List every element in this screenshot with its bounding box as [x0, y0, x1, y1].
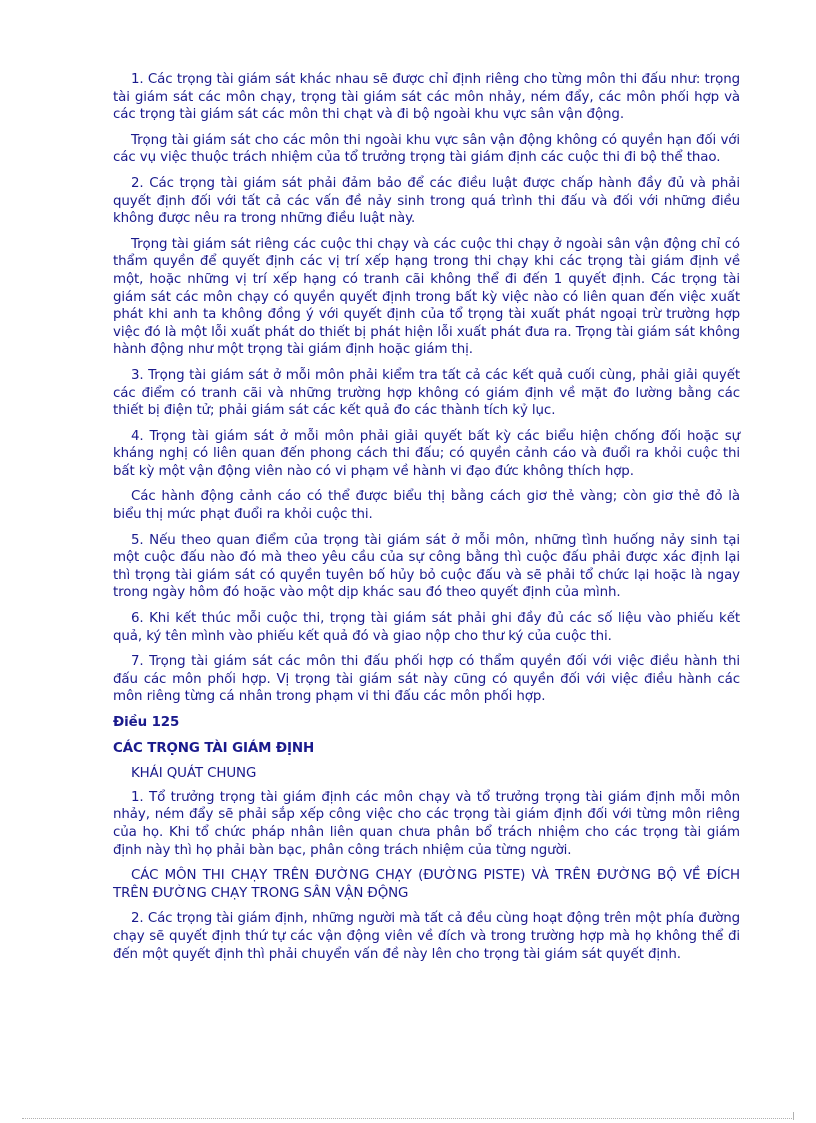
- article-number: Điều 125: [113, 715, 180, 730]
- paragraph-2-note: Trọng tài giám sát riêng các cuộc thi chạy và các cuộc thi chạy ở ngoài sân vận động chỉ có thẩm quyền để quyết định các vị trí xếp hạng trong thi chạy khi các trọng tài giám định về một, hoặc những vị trí xếp hạng có tranh cãi không thể đi đến 1 quyết định. Các trọng tài giám sát các môn chạy có quyền quyết định trong bất kỳ việc nào có liên quan đến việc xuất phát khi anh ta không đồng ý với quyết định của tổ trọng tài xuất phát ngoại trừ trường hợp việc đó là một lỗi xuất phát do thiết bị phát hiện lỗi xuất phát đưa ra. Trọng tài giám sát không hành động như một trọng tài giám định hoặc giám thị.: [113, 236, 740, 358]
- paragraph-6: 6. Khi kết thúc mỗi cuộc thi, trọng tài giám sát phải ghi đầy đủ các số liệu vào phiếu kết quả, ký tên mình vào phiếu kết quả đó và giao nộp cho thư ký của cuộc thi.: [113, 611, 740, 644]
- section-heading-general: KHÁI QUÁT CHUNG: [131, 766, 257, 782]
- document-body: [113, 71, 740, 971]
- paragraph-3: 3. Trọng tài giám sát ở mỗi môn phải kiểm tra tất cả các kết quả cuối cùng, phải giải quyết các điểm có tranh cãi và những trường hợp không có giám định về mặt đo lường bằng các thiết bị điện tử; phải giám sát các kết quả đo các thành tích kỷ lục.: [113, 367, 740, 419]
- paragraph-4-note: Các hành động cảnh cáo có thể được biểu thị bằng cách giơ thẻ vàng; còn giơ thẻ đỏ là biểu thị mức phạt đuổi ra khỏi cuộc thi.: [113, 489, 740, 523]
- section-heading-track: CÁC MÔN THI CHẠY TRÊN ĐƯỜNG CHẠY (ĐƯỜNG PISTE) VÀ TRÊN ĐƯỜNG BỘ VỀ ĐÍCH TRÊN ĐƯỜNG CHẠY TRONG SÂN VẬN ĐỘNG: [113, 868, 740, 901]
- page-corner-mark: [793, 1112, 794, 1120]
- paragraph-track-2: 2. Các trọng tài giám định, những người mà tất cả đều cùng hoạt động trên một phía đường chạy sẽ quyết định thứ tự các vận động viên về đích và trong trường hợp mà họ không thể đi đến một quyết định thì phải chuyển vấn đề này lên cho trọng tài giám sát quyết định.: [113, 911, 740, 962]
- paragraph-general-1: 1. Tổ trưởng trọng tài giám định các môn chạy và tổ trưởng trọng tài giám định mỗi môn nhảy, ném đẩy sẽ phải sắp xếp công việc cho các trọng tài giám định đối với từng môn riêng của họ. Khi tổ chức pháp nhân liên quan chưa phân bổ trách nhiệm cho các trọng tài giám định này thì họ phải bàn bạc, phân công trách nhiệm của từng người.: [113, 789, 740, 858]
- article-title: CÁC TRỌNG TÀI GIÁM ĐỊNH: [113, 740, 315, 756]
- paragraph-1-note: Trọng tài giám sát cho các môn thi ngoài khu vực sân vận động không có quyền hạn đối với các vụ việc thuộc trách nhiệm của tổ trưởng trọng tài giám định các cuộc thi đi bộ thể thao.: [113, 132, 740, 166]
- paragraph-4: 4. Trọng tài giám sát ở mỗi môn phải giải quyết bất kỳ các biểu hiện chống đối hoặc sự kháng nghị có liên quan đến phong cách thi đấu; có quyền cảnh cáo và đuổi ra khỏi cuộc thi bất kỳ một vận động viên nào có vi phạm về hành vi đạo đức không thích hợp.: [113, 428, 740, 479]
- paragraph-5: 5. Nếu theo quan điểm của trọng tài giám sát ở mỗi môn, những tình huống nảy sinh tại một cuộc đấu nào đó mà theo yêu cầu của sự công bằng thì cuộc đấu phải được xác định lại thì trọng tài giám sát có quyền tuyên bố hủy bỏ cuộc đấu và sẽ phải tổ chức lại hoặc là ngay trong ngày hôm đó hoặc vào một dịp khác sau đó theo quyết định của mình.: [113, 532, 740, 601]
- paragraph-2: 2. Các trọng tài giám sát phải đảm bảo để các điều luật được chấp hành đầy đủ và phải quyết định đối với tất cả các vấn đề nảy sinh trong quá trình thi đấu và đối với những điều không được nêu ra trong những điều luật này.: [113, 175, 740, 227]
- paragraph-1: 1. Các trọng tài giám sát khác nhau sẽ được chỉ định riêng cho từng môn thi đấu như: trọng tài giám sát các môn chạy, trọng tài giám sát các môn nhảy, ném đẩy, các môn phối hợp và các trọng tài giám sát các môn thi chạt và đi bộ ngoài khu vực sân vận động.: [113, 72, 740, 123]
- page-bottom-rule: [22, 1118, 794, 1119]
- paragraph-7: 7. Trọng tài giám sát các môn thi đấu phối hợp có thẩm quyền đối với việc điều hành thi đấu các môn phối hợp. Vị trọng tài giám sát này cũng có quyền đối với việc điều hành các môn riêng từng cá nhân trong phạm vi thi đấu các môn phối hợp.: [113, 654, 740, 705]
